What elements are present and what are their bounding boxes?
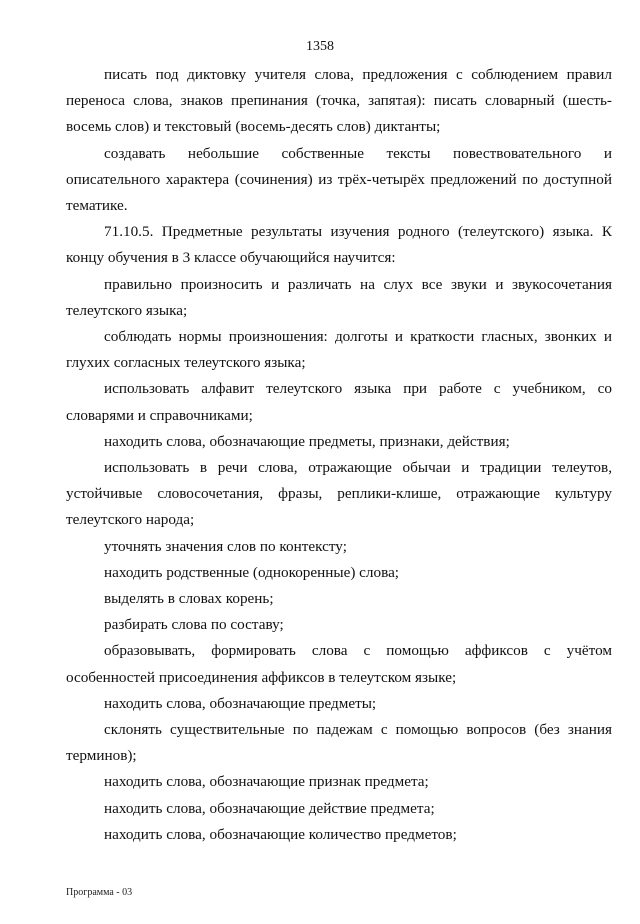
paragraph-use-words-customs: использовать в речи слова, отражающие обычаи и традиции телеутов, устойчивые словосочетания, фразы, реплики-клише, отражающие культуру телеутского народа; [66,459,612,529]
paragraph-find-words-objects-features-actions: находить слова, обозначающие предметы, признаки, действия; [104,432,510,450]
paragraph-find-words-action: находить слова, обозначающие действие предмета; [104,799,435,817]
paragraph-clarify-meaning: уточнять значения слов по контексту; [104,537,347,555]
paragraph-find-words-feature: находить слова, обозначающие признак предмета; [104,773,429,791]
section-heading-71-10-5: 71.10.5. Предметные результаты изучения родного (телеутского) языка. К концу обучения в 3 классе обучающийся научится: [66,223,612,267]
paragraph-pronunciation-norms: соблюдать нормы произношения: долготы и краткости гласных, звонких и глухих согласных телеутского языка; [66,328,612,372]
paragraph-parse-words: разбирать слова по составу; [104,616,284,634]
paragraph-find-root: выделять в словах корень; [104,590,274,608]
body-text [66,62,612,848]
paragraph-pronounce-sounds: правильно произносить и различать на слух все звуки и звукосочетания телеутского языка; [66,275,612,319]
paragraph-dictation: писать под диктовку учителя слова, предложения с соблюдением правил переноса слова, знаков препинания (точка, запятая): писать словарный (шесть-восемь слов) и текстовый (восемь-десять слов) диктанты; [66,66,612,136]
page-number: 1358 [306,39,334,54]
paragraph-find-words-objects: находить слова, обозначающие предметы; [104,694,377,712]
paragraph-decline-nouns: склонять существительные по падежам с помощью вопросов (без знания терминов); [66,721,612,765]
paragraph-form-words-affixes: образовывать, формировать слова с помощью аффиксов с учётом особенностей присоединения аффиксов в телеутском языке; [66,642,612,686]
paragraph-find-words-quantity: находить слова, обозначающие количество предметов; [104,825,457,843]
page-footer: Программа - 03 [66,887,133,898]
paragraph-compose-texts: создавать небольшие собственные тексты повествовательного и описательного характера (сочинения) из трёх-четырёх предложений по доступной тематике. [66,144,612,215]
paragraph-related-words: находить родственные (однокоренные) слова; [104,563,400,581]
paragraph-use-alphabet: использовать алфавит телеутского языка при работе с учебником, со словарями и справочниками; [66,380,612,424]
